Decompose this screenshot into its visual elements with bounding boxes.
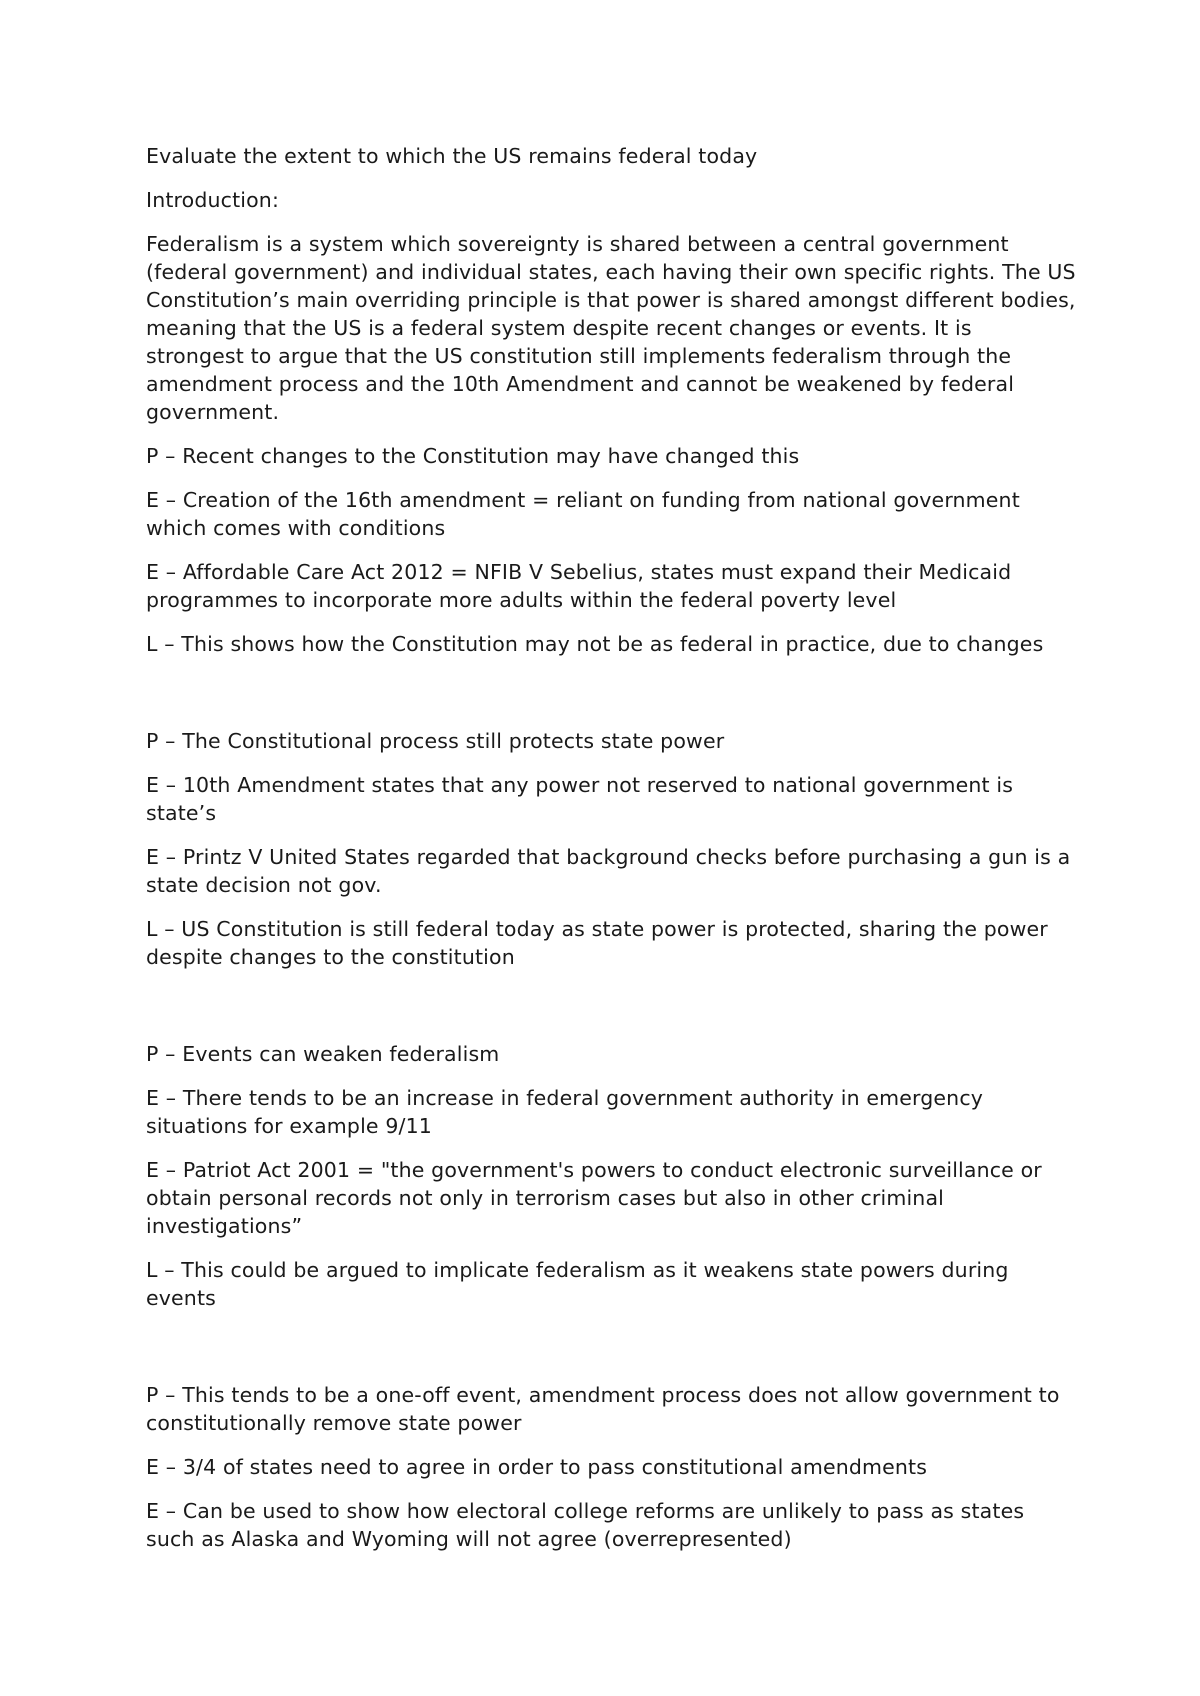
section-spacer xyxy=(146,987,1076,1040)
section-2-link: L – US Constitution is still federal today as state power is protected, sharing the power despite changes to the constitution xyxy=(146,917,1048,969)
section-3-evidence-2: E – Patriot Act 2001 = "the government's powers to conduct electronic surveillance or obtain personal records not only in terrorism cases but also in other criminal investigations” xyxy=(146,1158,1042,1238)
section-1-link: L – This shows how the Constitution may not be as federal in practice, due to changes xyxy=(146,632,1044,656)
section-2-point: P – The Constitutional process still protects state power xyxy=(146,729,725,753)
section-2-evidence-2: E – Printz V United States regarded that background checks before purchasing a gun is a state decision not gov. xyxy=(146,845,1071,897)
section-1-evidence-2: E – Affordable Care Act 2012 = NFIB V Sebelius, states must expand their Medicaid programmes to incorporate more adults within the federal poverty level xyxy=(146,560,1012,612)
section-spacer xyxy=(146,1328,1076,1381)
document-body xyxy=(146,142,1076,1569)
section-3-evidence-1: E – There tends to be an increase in federal government authority in emergency situations for example 9/11 xyxy=(146,1086,984,1138)
section-1-point: P – Recent changes to the Constitution may have changed this xyxy=(146,444,800,468)
section-spacer xyxy=(146,674,1076,727)
section-1-evidence-1: E – Creation of the 16th amendment = reliant on funding from national government which comes with conditions xyxy=(146,488,1020,540)
intro-paragraph: Federalism is a system which sovereignty is shared between a central government (federal government) and individual states, each having their own specific rights. The US Constitution’s main overriding principle is that power is shared amongst different bodies, meaning that the US is a federal system despite recent changes or events. It is strongest to argue that the US constitution still implements federalism through the amendment process and the 10th Amendment and cannot be weakened by federal government. xyxy=(146,232,1076,424)
section-4-evidence-1: E – 3/4 of states need to agree in order to pass constitutional amendments xyxy=(146,1455,928,1479)
section-3-link: L – This could be argued to implicate federalism as it weakens state powers during events xyxy=(146,1258,1009,1310)
section-3-point: P – Events can weaken federalism xyxy=(146,1042,500,1066)
intro-heading: Introduction: xyxy=(146,188,279,212)
section-4-evidence-2: E – Can be used to show how electoral college reforms are unlikely to pass as states such as Alaska and Wyoming will not agree (overrepresented) xyxy=(146,1499,1025,1551)
section-4-point: P – This tends to be a one-off event, amendment process does not allow government to constitutionally remove state power xyxy=(146,1383,1060,1435)
section-2-evidence-1: E – 10th Amendment states that any power not reserved to national government is state’s xyxy=(146,773,1014,825)
essay-title: Evaluate the extent to which the US remains federal today xyxy=(146,144,758,168)
